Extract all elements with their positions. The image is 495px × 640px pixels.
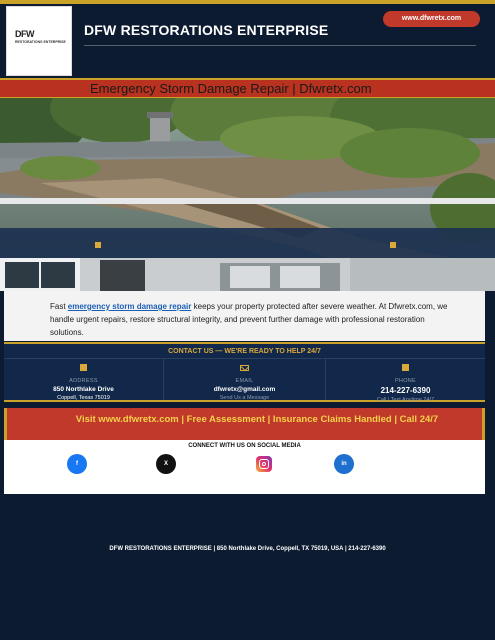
contact-section — [4, 342, 485, 402]
contact-heading: CONTACT US — WE'RE READY TO HELP 24/7 — [168, 348, 321, 355]
website-link-button[interactable]: www.dfwretx.com — [383, 11, 480, 27]
storm-damage-photo — [0, 98, 495, 291]
mail-icon — [240, 365, 249, 371]
intro-paragraph — [50, 300, 460, 339]
address-line-2: Coppell, Texas 75019 — [57, 395, 110, 401]
social-section — [4, 440, 485, 494]
facebook-icon[interactable]: f — [67, 454, 87, 474]
logo-mark — [15, 29, 66, 51]
top-accent-line — [0, 0, 495, 4]
site-title: DFW RESTORATIONS ENTERPRISE — [84, 22, 329, 38]
logo[interactable] — [6, 6, 72, 76]
intro-section — [4, 291, 485, 341]
phone-subtext: Call | Text Anytime 24/7 — [376, 397, 435, 403]
phone-icon — [402, 364, 409, 371]
header-divider — [84, 45, 476, 46]
instagram-icon[interactable] — [256, 456, 272, 472]
title-banner — [0, 78, 495, 98]
address-label: ADDRESS — [69, 378, 98, 384]
storm-damage-repair-link[interactable]: emergency storm damage repair — [67, 302, 192, 311]
intro-prefix: Fast — [50, 302, 68, 311]
address-column — [4, 358, 164, 400]
logo-subtext: RESTORATIONS ENTERPRISE — [15, 40, 66, 44]
instagram-lens — [262, 462, 266, 466]
location-icon — [80, 364, 87, 371]
social-heading: CONNECT WITH US ON SOCIAL MEDIA — [188, 443, 301, 449]
linkedin-icon[interactable]: in — [334, 454, 354, 474]
x-icon[interactable]: X — [156, 454, 176, 474]
footer-text: DFW RESTORATIONS ENTERPRISE | 850 Northlake Drive, Coppell, TX 75019, USA | 214-227-6390 — [109, 546, 386, 552]
phone-link[interactable]: 214-227-6390 — [380, 386, 431, 395]
email-label: EMAIL — [235, 378, 254, 384]
address-line-1: 850 Northlake Drive — [53, 386, 114, 393]
email-column — [164, 358, 326, 400]
cta-text: Visit www.dfwretx.com | Free Assessment | Insurance Claims Handled | Call 24/7 — [75, 414, 439, 425]
email-subtext: Send Us a Message — [219, 395, 270, 401]
phone-column — [326, 358, 485, 403]
hero-image — [0, 98, 495, 291]
phone-label: PHONE — [394, 378, 417, 384]
banner-title: Emergency Storm Damage Repair | Dfwretx.com — [90, 81, 372, 96]
logo-text: DFW — [15, 29, 34, 39]
email-link[interactable]: dfwretx@gmail.com — [213, 386, 276, 393]
intro-suffix: keeps your property protected after severe weather. At Dfwretx.com, we handle urgent repairs, restore structural integrity, and prevent further damage with professional restoration solutions. — [50, 302, 448, 337]
cta-banner[interactable] — [4, 408, 485, 440]
